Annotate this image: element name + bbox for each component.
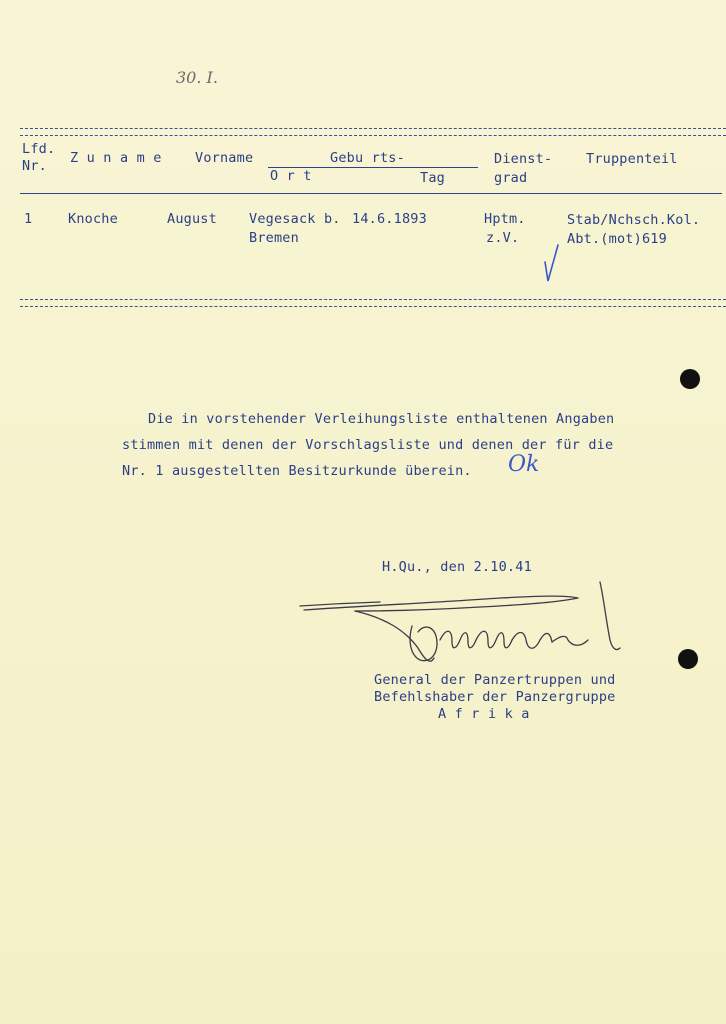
body-line-2: stimmen mit denen der Vorschlagsliste und denen der für die [122, 437, 614, 453]
header-nr: Nr. [22, 158, 47, 174]
row-grad-line1: Hptm. [484, 211, 526, 227]
body-line-3: Nr. 1 ausgestellten Besitzurkunde überein. [122, 463, 472, 479]
row-vorname: August [167, 211, 217, 227]
body-line-1: Die in vorstehender Verleihungsliste enthaltenen Angaben [148, 411, 615, 427]
row-nr: 1 [24, 211, 33, 227]
place-date: H.Qu., den 2.10.41 [382, 559, 532, 575]
header-tag: Tag [420, 170, 445, 186]
row-grad-line2: z.V. [486, 230, 520, 246]
signature-line-3: A f r i k a [438, 706, 530, 722]
header-dienst: Dienst- [494, 151, 553, 167]
row-zuname: Knoche [68, 211, 118, 227]
header-grad: grad [494, 170, 528, 186]
row-ort-line1: Vegesack b. [249, 211, 341, 227]
row-truppenteil-line2: Abt.(mot)619 [567, 231, 667, 247]
header-ort: O r t [270, 168, 312, 184]
header-lfd: Lfd. [22, 141, 56, 157]
signature-line-1: General der Panzertruppen und [374, 672, 616, 688]
header-truppenteil: Truppenteil [586, 151, 678, 167]
pencil-note: 30. I. [176, 68, 218, 87]
header-zuname: Z u n a m e [70, 150, 162, 166]
ok-handwritten-mark: Ok [508, 452, 540, 477]
row-tag: 14.6.1893 [352, 211, 427, 227]
row-ort-line2: Bremen [249, 230, 299, 246]
signature-line-2: Befehlshaber der Panzergruppe [374, 689, 616, 705]
row-truppenteil-line1: Stab/Nchsch.Kol. [567, 212, 701, 228]
header-geburts: Gebu rts- [330, 150, 405, 166]
header-vorname: Vorname [195, 150, 254, 166]
